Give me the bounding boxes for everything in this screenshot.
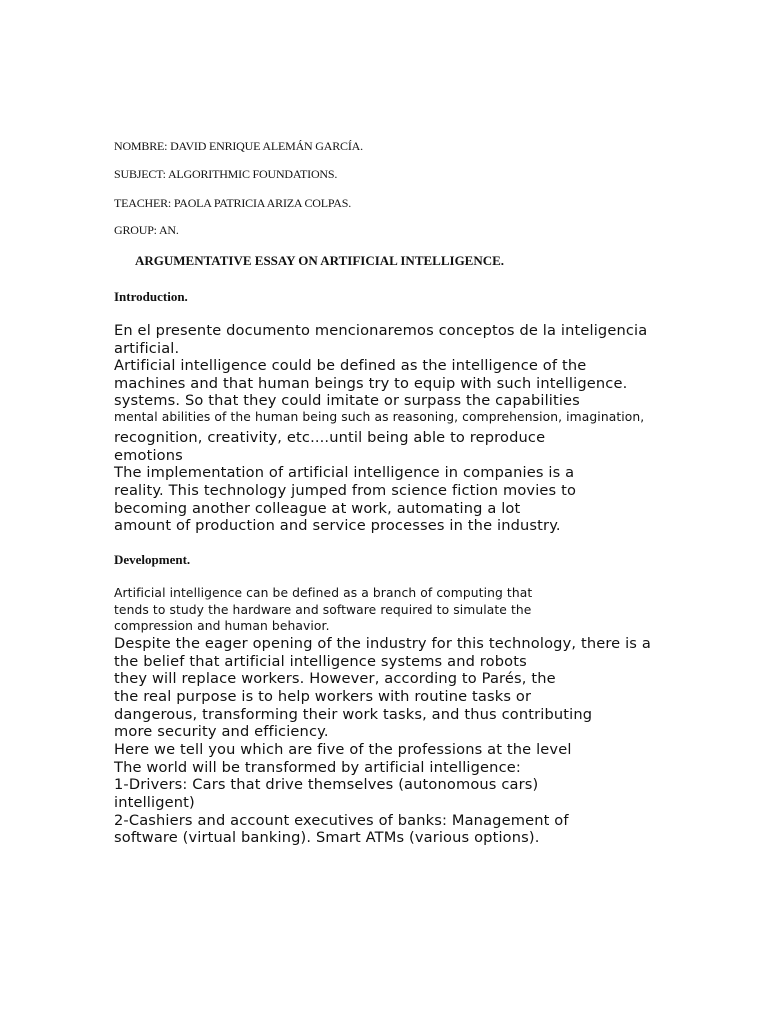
development-line: 1-Drivers: Cars that drive themselves (autonomous cars) bbox=[114, 776, 539, 793]
development-line: compression and human behavior. bbox=[114, 619, 330, 633]
group-line: GROUP: AN. bbox=[114, 223, 179, 237]
intro-line: becoming another colleague at work, automating a lot bbox=[114, 500, 521, 517]
intro-line: systems. So that they could imitate or surpass the capabilities bbox=[114, 392, 580, 409]
introduction-heading: Introduction. bbox=[114, 289, 188, 304]
intro-line: emotions bbox=[114, 447, 183, 464]
development-line: software (virtual banking). Smart ATMs (various options). bbox=[114, 829, 540, 846]
intro-line: amount of production and service processes in the industry. bbox=[114, 517, 561, 534]
development-line: 2-Cashiers and account executives of banks: Management of bbox=[114, 812, 569, 829]
intro-line: recognition, creativity, etc....until being able to reproduce bbox=[114, 429, 546, 446]
development-line: tends to study the hardware and software required to simulate the bbox=[114, 603, 532, 617]
development-line: intelligent) bbox=[114, 794, 195, 811]
development-line: the belief that artificial intelligence systems and robots bbox=[114, 653, 527, 670]
essay-title: ARGUMENTATIVE ESSAY ON ARTIFICIAL INTELLIGENCE. bbox=[135, 253, 505, 268]
intro-line: reality. This technology jumped from science fiction movies to bbox=[114, 482, 577, 499]
intro-line: mental abilities of the human being such as reasoning, comprehension, imagination, bbox=[114, 410, 645, 424]
development-line: dangerous, transforming their work tasks, and thus contributing bbox=[114, 706, 593, 723]
intro-line: Artificial intelligence could be defined as the intelligence of the bbox=[114, 357, 587, 374]
development-line: the real purpose is to help workers with routine tasks or bbox=[114, 688, 532, 705]
intro-line: machines and that human beings try to equip with such intelligence. bbox=[114, 375, 628, 392]
development-line: Despite the eager opening of the industry for this technology, there is a bbox=[114, 635, 651, 652]
teacher-line: TEACHER: PAOLA PATRICIA ARIZA COLPAS. bbox=[114, 196, 351, 210]
development-line: Here we tell you which are five of the professions at the level bbox=[114, 741, 572, 758]
development-heading: Development. bbox=[114, 552, 191, 567]
development-line: The world will be transformed by artificial intelligence: bbox=[114, 759, 521, 776]
intro-line: The implementation of artificial intelligence in companies is a bbox=[114, 464, 575, 481]
development-line: they will replace workers. However, according to Parés, the bbox=[114, 670, 556, 687]
intro-line: En el presente documento mencionaremos conceptos de la inteligencia bbox=[114, 322, 648, 339]
development-line: Artificial intelligence can be defined as a branch of computing that bbox=[114, 586, 533, 600]
subject-line: SUBJECT: ALGORITHMIC FOUNDATIONS. bbox=[114, 167, 338, 181]
development-line: more security and efficiency. bbox=[114, 723, 329, 740]
intro-line: artificial. bbox=[114, 340, 180, 357]
student-name-line: NOMBRE: DAVID ENRIQUE ALEMÁN GARCÍA. bbox=[114, 139, 363, 153]
